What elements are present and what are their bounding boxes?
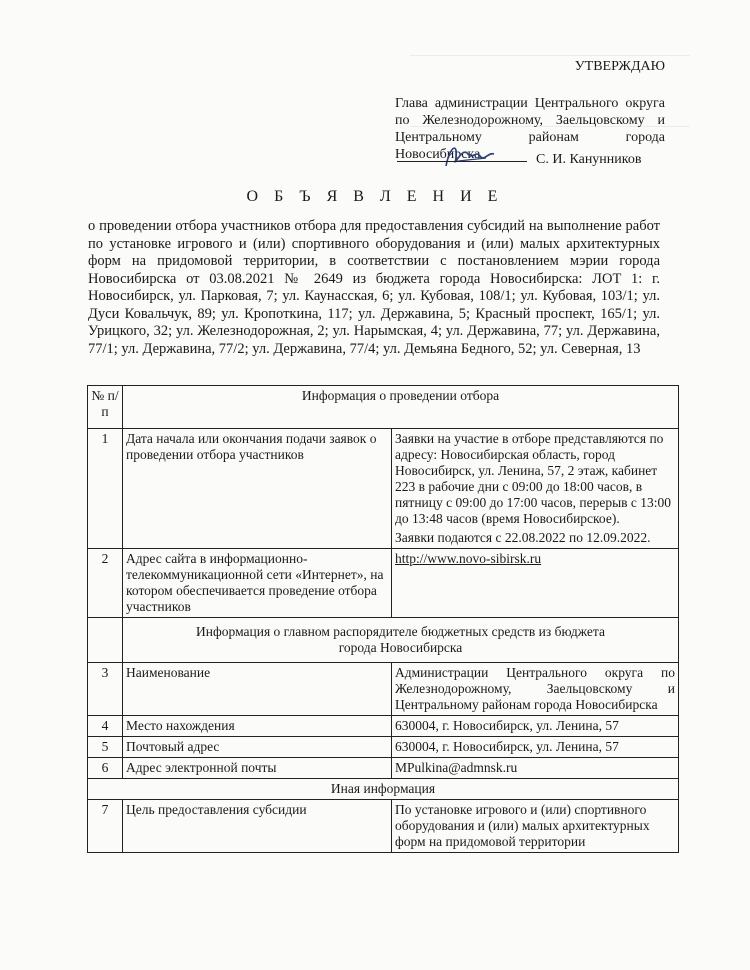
signer-name: С. И. Канунников: [536, 152, 642, 167]
website-link[interactable]: http://www.novo-sibirsk.ru: [395, 551, 542, 566]
row-value: 630004, г. Новосибирск, ул. Ленина, 57: [392, 716, 679, 737]
header-info: Информация о проведении отбора: [123, 386, 679, 429]
row-label: Почтовый адрес: [123, 737, 392, 758]
approval-block: [395, 58, 665, 163]
row-value: [392, 549, 679, 618]
row-number: 5: [88, 737, 123, 758]
table-row: [88, 549, 679, 618]
row-number: 6: [88, 758, 123, 779]
section-title: Информация о главном распорядителе бюджетных средств из бюджета города Новосибирска: [123, 618, 679, 663]
row-number: 7: [88, 800, 123, 853]
row-label: Наименование: [123, 663, 392, 716]
table-row: [88, 716, 679, 737]
row-label: Место нахождения: [123, 716, 392, 737]
section-title: Иная информация: [88, 779, 679, 800]
document-heading: О Б Ъ Я В Л Е Н И Е: [246, 188, 504, 205]
handwritten-signature: [440, 136, 500, 176]
table-header-row: [88, 386, 679, 429]
header-num: № п/п: [88, 386, 123, 429]
row-label: Адрес сайта в информационно-телекоммуникационной сети «Интернет», на котором обеспечивается проведение отбора участников: [123, 549, 392, 618]
approval-title: УТВЕРЖДАЮ: [574, 59, 665, 74]
row-value: По установке игрового и (или) спортивного оборудования и (или) малых архитектурных форм на придомовой территории: [392, 800, 679, 853]
table-row: [88, 800, 679, 853]
row-value-dates: Заявки подаются с 22.08.2022 по 12.09.2022.: [395, 530, 651, 545]
row-value: 630004, г. Новосибирск, ул. Ленина, 57: [392, 737, 679, 758]
table-row: [88, 429, 679, 549]
row-number: 1: [88, 429, 123, 549]
row-label: Цель предоставления субсидии: [123, 800, 392, 853]
row-number: 2: [88, 549, 123, 618]
row-number: 4: [88, 716, 123, 737]
table-row: [88, 758, 679, 779]
table-row: [88, 663, 679, 716]
table-row: [88, 737, 679, 758]
section-num-cell: [88, 618, 123, 663]
section-row: [88, 779, 679, 800]
row-number: 3: [88, 663, 123, 716]
row-value-text: Заявки на участие в отборе представляются по адресу: Новосибирская область, город Новосибирск, ул. Ленина, 57, 2 этаж, кабинет 223 в рабочие дни с 09:00 до 18:00 часов, в пятницу с 09:00 до 17:00 часов, перерыв с 13:00 до 13:48 часов (время Новосибирское).: [395, 431, 672, 526]
row-label: Дата начала или окончания подачи заявок о проведении отбора участников: [123, 429, 392, 549]
section-row: [88, 618, 679, 663]
selection-info-table: [87, 385, 679, 853]
announcement-intro: о проведении отбора участников отбора для предоставления субсидий на выполнение работ по установке игрового и (или) спортивного оборудования и (или) малых архитектурных форм на придомовой территории, в соответствии с постановлением мэрии города Новосибирска от 03.08.2021 № 2649 из бюджета города Новосибирска: ЛОТ 1: г. Новосибирск, ул. Парковая, 7; ул. Каунасская, 6; ул. Кубовая, 108/1; ул. Кубовая, 103/1; ул. Дуси Ковальчук, 89; ул. Кропоткина, 117; ул. Державина, 5; Красный проспект, 165/1; ул. Урицкого, 32; ул. Железнодорожная, 2; ул. Нарымская, 4; ул. Державина, 77; ул. Державина, 77/1; ул. Державина, 77/2; ул. Державина, 77/4; ул. Демьяна Бедного, 52; ул. Северная, 13: [88, 218, 660, 357]
row-value: [392, 429, 679, 549]
approval-position: Глава администрации Центрального округа по Железнодорожному, Заельцовскому и Центральному районам города Новосибирска: [395, 96, 665, 162]
row-label: Адрес электронной почты: [123, 758, 392, 779]
row-value: MPulkina@admnsk.ru: [392, 758, 679, 779]
signature-line: [397, 160, 527, 162]
row-value: Администрации Центрального округа по Железнодорожному, Заельцовскому и Центральному районам города Новосибирска: [392, 663, 679, 716]
